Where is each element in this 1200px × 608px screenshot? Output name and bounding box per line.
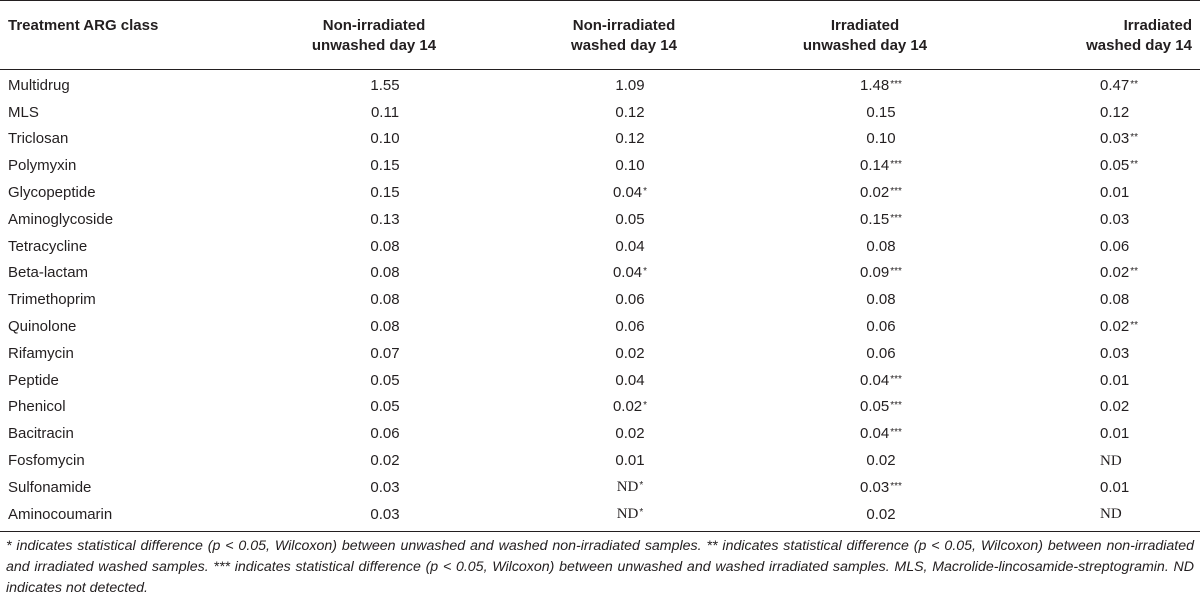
header-line1: Irradiated [1123,17,1192,34]
arg-class-name: Bacitracin [8,425,74,443]
value-cell-col2 [508,420,740,447]
arg-class-name: Beta-lactam [8,264,89,282]
table-row [0,126,1200,153]
cell-value: 0.06 [866,318,896,336]
cell-value: 0.08 [1100,291,1130,309]
header-treatment-arg-class [0,1,240,70]
value-cell-col2 [508,179,740,206]
cell-value: 0.08 [370,237,400,255]
table-row [0,394,1200,421]
value-cell-col1 [240,99,508,126]
significance-marker: *** [890,400,902,412]
cell-value: 0.02 [1100,264,1130,282]
significance-marker: * [643,400,648,412]
value-cell-col1 [240,260,508,287]
table-row [0,501,1200,531]
value-cell-col1 [240,367,508,394]
cell-value: 0.05 [860,398,890,416]
value-cell-col2 [508,501,740,531]
cell-value: 0.01 [1100,184,1130,202]
significance-marker: *** [890,78,902,90]
table-row [0,340,1200,367]
cell-value: 0.08 [370,318,400,336]
cell-value: 0.02 [860,184,890,202]
significance-marker: * [639,507,644,519]
arg-class-name: Sulfonamide [8,478,92,496]
significance-marker: * [643,186,648,198]
significance-marker: *** [890,266,902,278]
cell-value: 0.06 [370,425,400,443]
cell-value: 0.03 [370,505,400,523]
cell-value: 0.03 [1100,130,1130,148]
value-cell-col4 [990,152,1200,179]
header-line2: washed day 14 [1086,37,1192,54]
header-line2: unwashed day 14 [802,37,928,54]
cell-value: 0.04 [612,184,643,202]
cell-value: 0.01 [1100,478,1130,496]
cell-value: 0.05 [370,371,400,389]
significance-marker: *** [890,186,902,198]
value-cell-col2 [508,447,740,474]
cell-value: 0.15 [370,157,400,175]
value-cell-col4 [990,126,1200,153]
value-cell-col4 [990,313,1200,340]
cell-value: 0.02 [866,452,896,470]
cell-value: 0.05 [1100,157,1130,175]
value-cell-col3 [740,286,990,313]
value-cell-col1 [240,152,508,179]
significance-marker: ** [1130,159,1138,171]
cell-value: 0.06 [1100,237,1130,255]
value-cell-col3 [740,340,990,367]
value-cell-col1 [240,474,508,501]
value-cell-col1 [240,501,508,531]
value-cell-col2 [508,206,740,233]
cell-value: 0.02 [1100,398,1130,416]
cell-value: 0.14 [860,157,890,175]
cell-value: ND [1100,506,1122,523]
arg-class-name: Tetracycline [8,237,88,255]
significance-marker: *** [890,159,902,171]
cell-value: 0.02 [612,398,643,416]
value-cell-col4 [990,447,1200,474]
cell-value: 0.15 [866,103,896,121]
cell-value: 0.13 [370,210,400,228]
table-row [0,152,1200,179]
header-line1: Irradiated [830,17,900,34]
header-line1: Non-irradiated [572,17,676,34]
header-line2: unwashed day 14 [311,37,437,54]
arg-class-name: Multidrug [8,76,70,94]
significance-marker: *** [890,480,902,492]
value-cell-col1 [240,126,508,153]
value-cell-col3 [740,260,990,287]
cell-value: ND [616,479,639,496]
value-cell-col3 [740,474,990,501]
value-cell-col3 [740,313,990,340]
value-cell-col4 [990,179,1200,206]
value-cell-col4 [990,340,1200,367]
table-row [0,233,1200,260]
arg-class-name: Trimethoprim [8,291,96,309]
significance-marker: ** [1130,320,1138,332]
value-cell-col4 [990,394,1200,421]
value-cell-col1 [240,206,508,233]
value-cell-col4 [990,260,1200,287]
value-cell-col2 [508,394,740,421]
cell-value: 0.05 [370,398,400,416]
cell-value: 0.12 [1100,103,1130,121]
value-cell-col4 [990,70,1200,99]
value-cell-col1 [240,70,508,99]
cell-value: 0.04 [615,237,645,255]
cell-value: 0.04 [860,425,890,443]
cell-value: 0.15 [860,210,890,228]
arg-class-name: Aminocoumarin [0,501,240,531]
cell-value: 0.03 [1100,344,1130,362]
significance-marker: * [639,480,644,492]
value-cell-col1 [240,420,508,447]
cell-value: 0.07 [370,344,400,362]
header-line2: washed day 14 [571,37,677,54]
value-cell-col3 [740,70,990,99]
value-cell-col4 [990,420,1200,447]
cell-value: 0.06 [866,344,896,362]
header-line1: Treatment ARG class [8,17,159,34]
value-cell-col2 [508,367,740,394]
value-cell-col4 [990,99,1200,126]
value-cell-col1 [240,233,508,260]
cell-value: 0.11 [370,103,400,121]
header-line1: Non-irradiated [322,17,426,34]
value-cell-col1 [240,313,508,340]
value-cell-col1 [240,340,508,367]
value-cell-col2 [508,340,740,367]
arg-class-name: Fosfomycin [8,452,85,470]
cell-value: ND [1100,452,1122,469]
cell-value: 0.06 [615,318,645,336]
value-cell-col4 [990,233,1200,260]
header-irradiated-washed [990,1,1200,70]
cell-value: 0.06 [615,291,645,309]
arg-class-name: Triclosan [8,130,69,148]
table-row [0,260,1200,287]
value-cell-col2 [508,286,740,313]
value-cell-col3 [740,394,990,421]
significance-marker: * [643,266,648,278]
value-cell-col4 [990,367,1200,394]
value-cell-col3 [740,447,990,474]
value-cell-col3 [740,367,990,394]
cell-value: 1.48 [860,76,890,94]
significance-marker: ** [1130,266,1138,278]
value-cell-col4 [990,206,1200,233]
cell-value: 0.08 [370,291,400,309]
table-row [0,286,1200,313]
cell-value: 0.08 [866,291,896,309]
value-cell-col1 [240,394,508,421]
cell-value: 0.02 [370,452,400,470]
cell-value: 0.01 [1100,425,1130,443]
value-cell-col3 [740,420,990,447]
cell-value: 0.09 [860,264,890,282]
table-header [0,1,1200,70]
arg-class-name: Aminoglycoside [8,210,114,228]
table-footnote: * indicates statistical difference (p < 0.05, Wilcoxon) between unwashed and washed non-irradiated samples. ** indicates statistical difference (p < 0.05, Wilcoxon) between non-irradiated and irradiated washed samples. *** indicates statistical difference (p < 0.05, Wilcoxon) between unwashed and washed irradiated samples. MLS, Macrolide-lincosamide-streptogramin. ND indicates not detected. [6,538,1194,596]
table-row [0,206,1200,233]
value-cell-col1 [240,286,508,313]
value-cell-col2 [508,313,740,340]
arg-class-name: MLS [8,103,39,121]
value-cell-col3 [740,99,990,126]
table-row [0,179,1200,206]
value-cell-col3 [740,179,990,206]
cell-value: 0.04 [615,371,645,389]
cell-value: 0.02 [615,425,645,443]
cell-value: 0.01 [615,452,645,470]
cell-value: 0.12 [615,130,645,148]
value-cell-col4 [990,286,1200,313]
cell-value: 1.09 [615,76,645,94]
cell-value: 0.02 [615,344,645,362]
cell-value: 0.04 [860,371,890,389]
cell-value: 0.12 [615,103,645,121]
arg-class-name: Peptide [8,371,59,389]
significance-marker: *** [890,212,902,224]
table-row [0,99,1200,126]
cell-value: 0.02 [866,505,896,523]
cell-value: 0.01 [1100,371,1130,389]
table-row [0,367,1200,394]
value-cell-col2 [508,70,740,99]
value-cell-col1 [240,179,508,206]
value-cell-col2 [508,233,740,260]
cell-value: 0.47 [1100,76,1130,94]
cell-value: 0.02 [1100,318,1130,336]
table-row [0,420,1200,447]
value-cell-col3 [740,126,990,153]
arg-class-name: Quinolone [8,318,77,336]
table-row [0,313,1200,340]
cell-value: 0.03 [860,478,890,496]
value-cell-col2 [508,474,740,501]
cell-value: ND [616,506,639,523]
header-irradiated-unwashed [740,1,990,70]
value-cell-col2 [508,152,740,179]
cell-value: 0.10 [615,157,645,175]
value-cell-col2 [508,126,740,153]
cell-value: 0.10 [866,130,896,148]
arg-class-name: Phenicol [8,398,66,416]
value-cell-col2 [508,99,740,126]
header-non-irradiated-unwashed [240,1,508,70]
cell-value: 0.15 [370,184,400,202]
cell-value: 0.08 [370,264,400,282]
cell-value: 0.03 [370,478,400,496]
table-body [0,70,1200,532]
significance-marker: *** [890,373,902,385]
table-row [0,474,1200,501]
value-cell-col4 [990,474,1200,501]
table-row [0,447,1200,474]
cell-value: 0.05 [615,210,645,228]
arg-class-name: Polymyxin [8,157,77,175]
header-non-irradiated-washed [508,1,740,70]
value-cell-col3 [740,206,990,233]
cell-value: 1.55 [370,76,400,94]
significance-marker: ** [1130,132,1138,144]
value-cell-col2 [508,260,740,287]
value-cell-col3 [740,233,990,260]
arg-class-name: Rifamycin [8,344,74,362]
arg-class-name: Glycopeptide [8,184,96,202]
value-cell-col3 [740,501,990,531]
value-cell-col3 [740,152,990,179]
cell-value: 0.08 [866,237,896,255]
significance-marker: *** [890,427,902,439]
cell-value: 0.04 [612,264,643,282]
value-cell-col1 [240,447,508,474]
cell-value: 0.03 [1100,210,1130,228]
table-row [0,70,1200,99]
value-cell-col4 [990,501,1200,531]
cell-value: 0.10 [370,130,400,148]
header-row [0,1,1200,70]
significance-marker: ** [1130,78,1138,90]
